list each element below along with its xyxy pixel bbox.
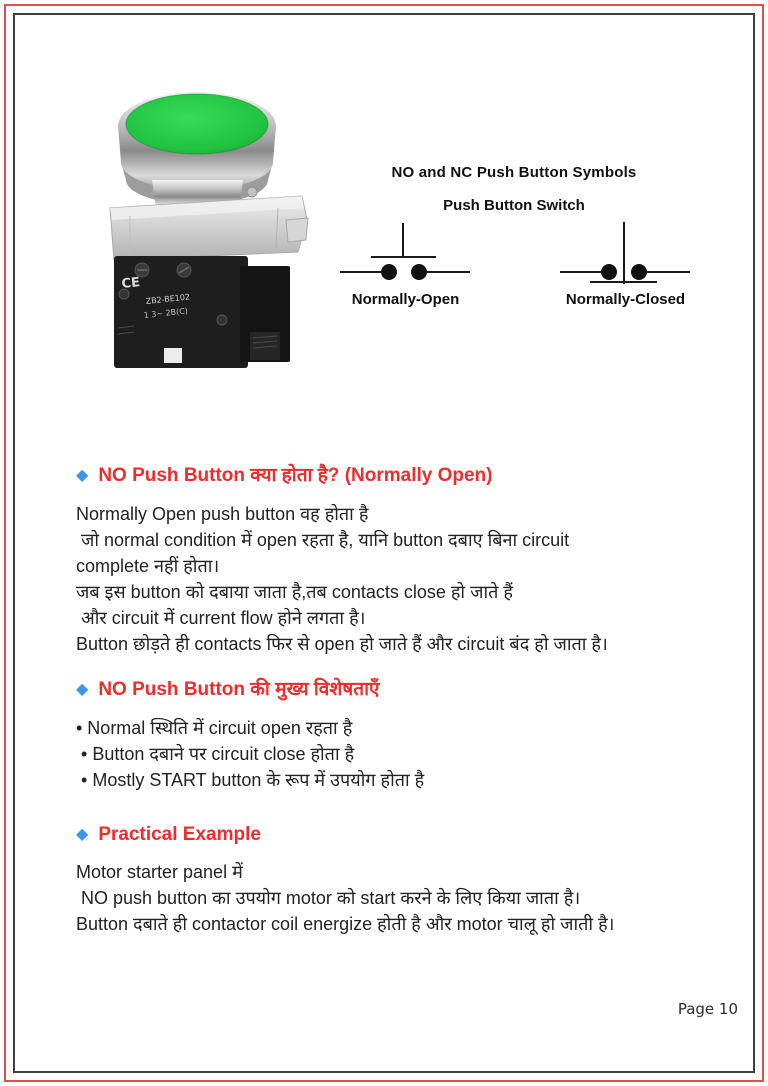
ce-marking: CE	[120, 275, 141, 292]
section-paragraph	[76, 501, 738, 657]
normally-closed-symbol	[558, 218, 693, 308]
section-key-features	[76, 676, 738, 793]
push-button-illustration	[100, 80, 312, 378]
section-paragraph	[76, 859, 738, 937]
text-line: Normally Open push button वह होता है	[76, 504, 369, 524]
diamond-bullet-icon: ◆	[76, 681, 89, 698]
page-number: Page 10	[677, 1000, 738, 1018]
text-line: जो normal condition में open रहता है, यानि button दबाए बिना circuit	[76, 530, 570, 550]
section-paragraph	[76, 715, 738, 793]
diamond-bullet-icon: ◆	[76, 826, 89, 843]
article-content	[76, 462, 738, 937]
actuator-insert	[164, 348, 182, 363]
bracket-tab	[286, 218, 308, 242]
section-heading	[76, 462, 738, 490]
text-line: complete नहीं होता।	[76, 556, 220, 576]
model-marking: ZB2-BE102	[145, 292, 191, 306]
diagram-title: NO and NC Push Button Symbols	[391, 164, 637, 181]
section-heading-text: NO Push Button क्या होता है? (Normally Open)	[98, 465, 493, 486]
symbols-diagram	[338, 164, 690, 309]
normally-open-symbol-drawing	[338, 218, 473, 286]
text-line: और circuit में current flow होने लगता है।	[76, 608, 366, 628]
bullet-line: • Button दबाने पर circuit close होता है	[76, 744, 355, 764]
terminal-marking: 1 3~ 2B(C)	[143, 306, 189, 320]
text-line: Button दबाते ही contactor coil energize होती है और motor चालू हो जाती है।	[76, 914, 615, 934]
text-line: Button छोड़ते ही contacts फिर से open हो जाते हैं और circuit बंद हो जाता है।	[76, 634, 608, 654]
normally-closed-label: Normally-Closed	[565, 291, 686, 308]
text-line: Motor starter panel में	[76, 862, 243, 882]
bullet-line: • Mostly START button के रूप में उपयोग होता है	[76, 770, 425, 790]
normally-closed-symbol-drawing	[558, 218, 693, 286]
retaining-screw	[247, 187, 257, 197]
section-heading-text: Practical Example	[98, 824, 261, 845]
section-heading	[76, 676, 738, 704]
section-practical-example	[76, 821, 738, 937]
bullet-line: • Normal स्थिति में circuit open रहता है	[76, 718, 353, 738]
text-line: NO push button का उपयोग motor को start करने के लिए किया जाता है।	[76, 888, 581, 908]
section-what-is-no-push-button	[76, 462, 738, 657]
diagram-subtitle: Push Button Switch	[443, 197, 585, 214]
section-heading-text: NO Push Button की मुख्य विशेषताएँ	[98, 679, 380, 700]
push-button-photo	[100, 80, 312, 378]
text-line: जब इस button को दबाया जाता है,तब contacts close हो जाते हैं	[76, 582, 513, 602]
diamond-bullet-icon: ◆	[76, 467, 89, 484]
normally-open-symbol	[338, 218, 473, 308]
normally-open-label: Normally-Open	[351, 291, 460, 308]
section-heading	[76, 821, 738, 849]
